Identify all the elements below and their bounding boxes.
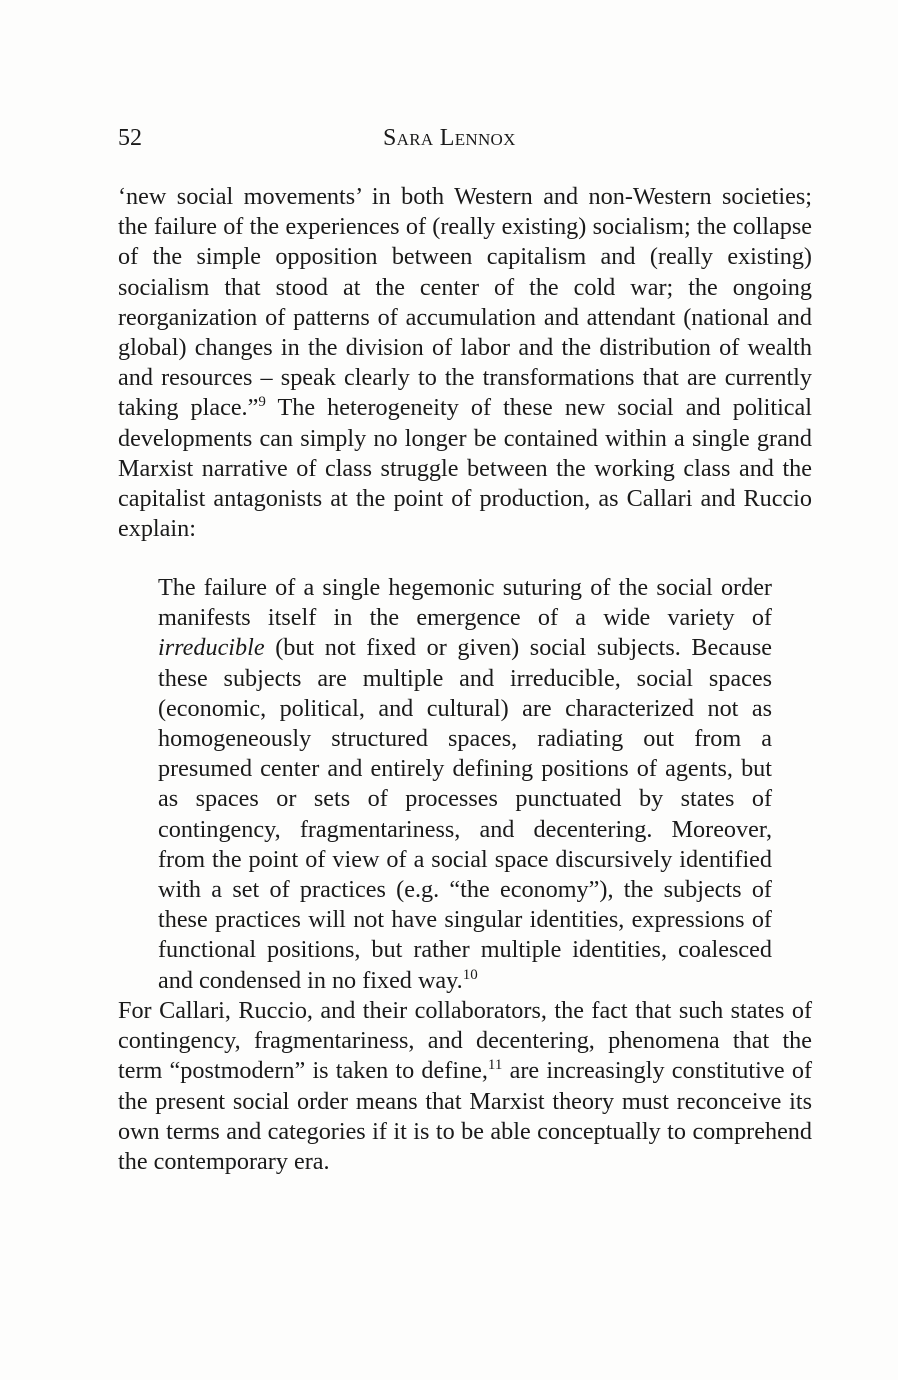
footnote-ref-10: 10 — [462, 966, 478, 983]
block-quote — [158, 573, 772, 996]
running-title: Sara Lennox — [383, 125, 516, 151]
body-paragraph-1 — [118, 182, 812, 544]
footnote-ref-9: 9 — [258, 394, 266, 411]
page-number: 52 — [118, 125, 142, 151]
paragraph-2-text-after: are increasingly constitutive of the present social order means that Marxist theory must reconceive its own terms and categories if it is to be able conceptually to comprehend the contemporary era. — [118, 1057, 812, 1176]
paragraph-1-text: ‘new social movements’ in both Western and non-Western societies; the failure of the experiences of (really existing) socialism; the collapse of the simple opposition between capitalism and (really existing) socialism that stood at the center of the cold war; the ongoing reorganization of patterns of accumulation and attendant (national and global) changes in the division of labor and the distribution of wealth and resources – speak clearly to the transformations that are currently taking place.” — [118, 183, 812, 422]
quote-text-before: The failure of a single hegemonic suturing of the social order manifests itself in the emergence of a wide variety of — [158, 574, 772, 632]
quote-text-after: (but not fixed or given) social subjects. Because these subjects are multiple and irreducible, social spaces (economic, political, and cultural) are characterized not as homogeneously structured spaces, radiating out from a presumed center and entirely defining positions of agents, but as spaces or sets of processes punctuated by states of contingency, fragmentariness, and decentering. Moreover, from the point of view of a social space discursively identified with a set of practices (e.g. “the economy”), the subjects of these practices will not have singular identities, expressions of functional positions, but rather multiple identities, coalesced and condensed in no fixed way. — [158, 634, 772, 994]
running-head — [118, 121, 812, 155]
footnote-ref-11: 11 — [487, 1057, 503, 1074]
quote-emphasis: irreducible — [158, 634, 265, 662]
body-paragraph-2 — [118, 996, 812, 1177]
paragraph-2-text-before: For Callari, Ruccio, and their collaborators, the fact that such states of contingency, fragmentariness, and decentering, phenomena that the term “postmodern” is taken to define, — [118, 997, 812, 1085]
paragraph-1-text-after: The heterogeneity of these new social and political developments can simply no longer be contained within a single grand Marxist narrative of class struggle between the working class and the capitalist antagonists at the point of production, as Callari and Ruccio explain: — [118, 394, 812, 543]
